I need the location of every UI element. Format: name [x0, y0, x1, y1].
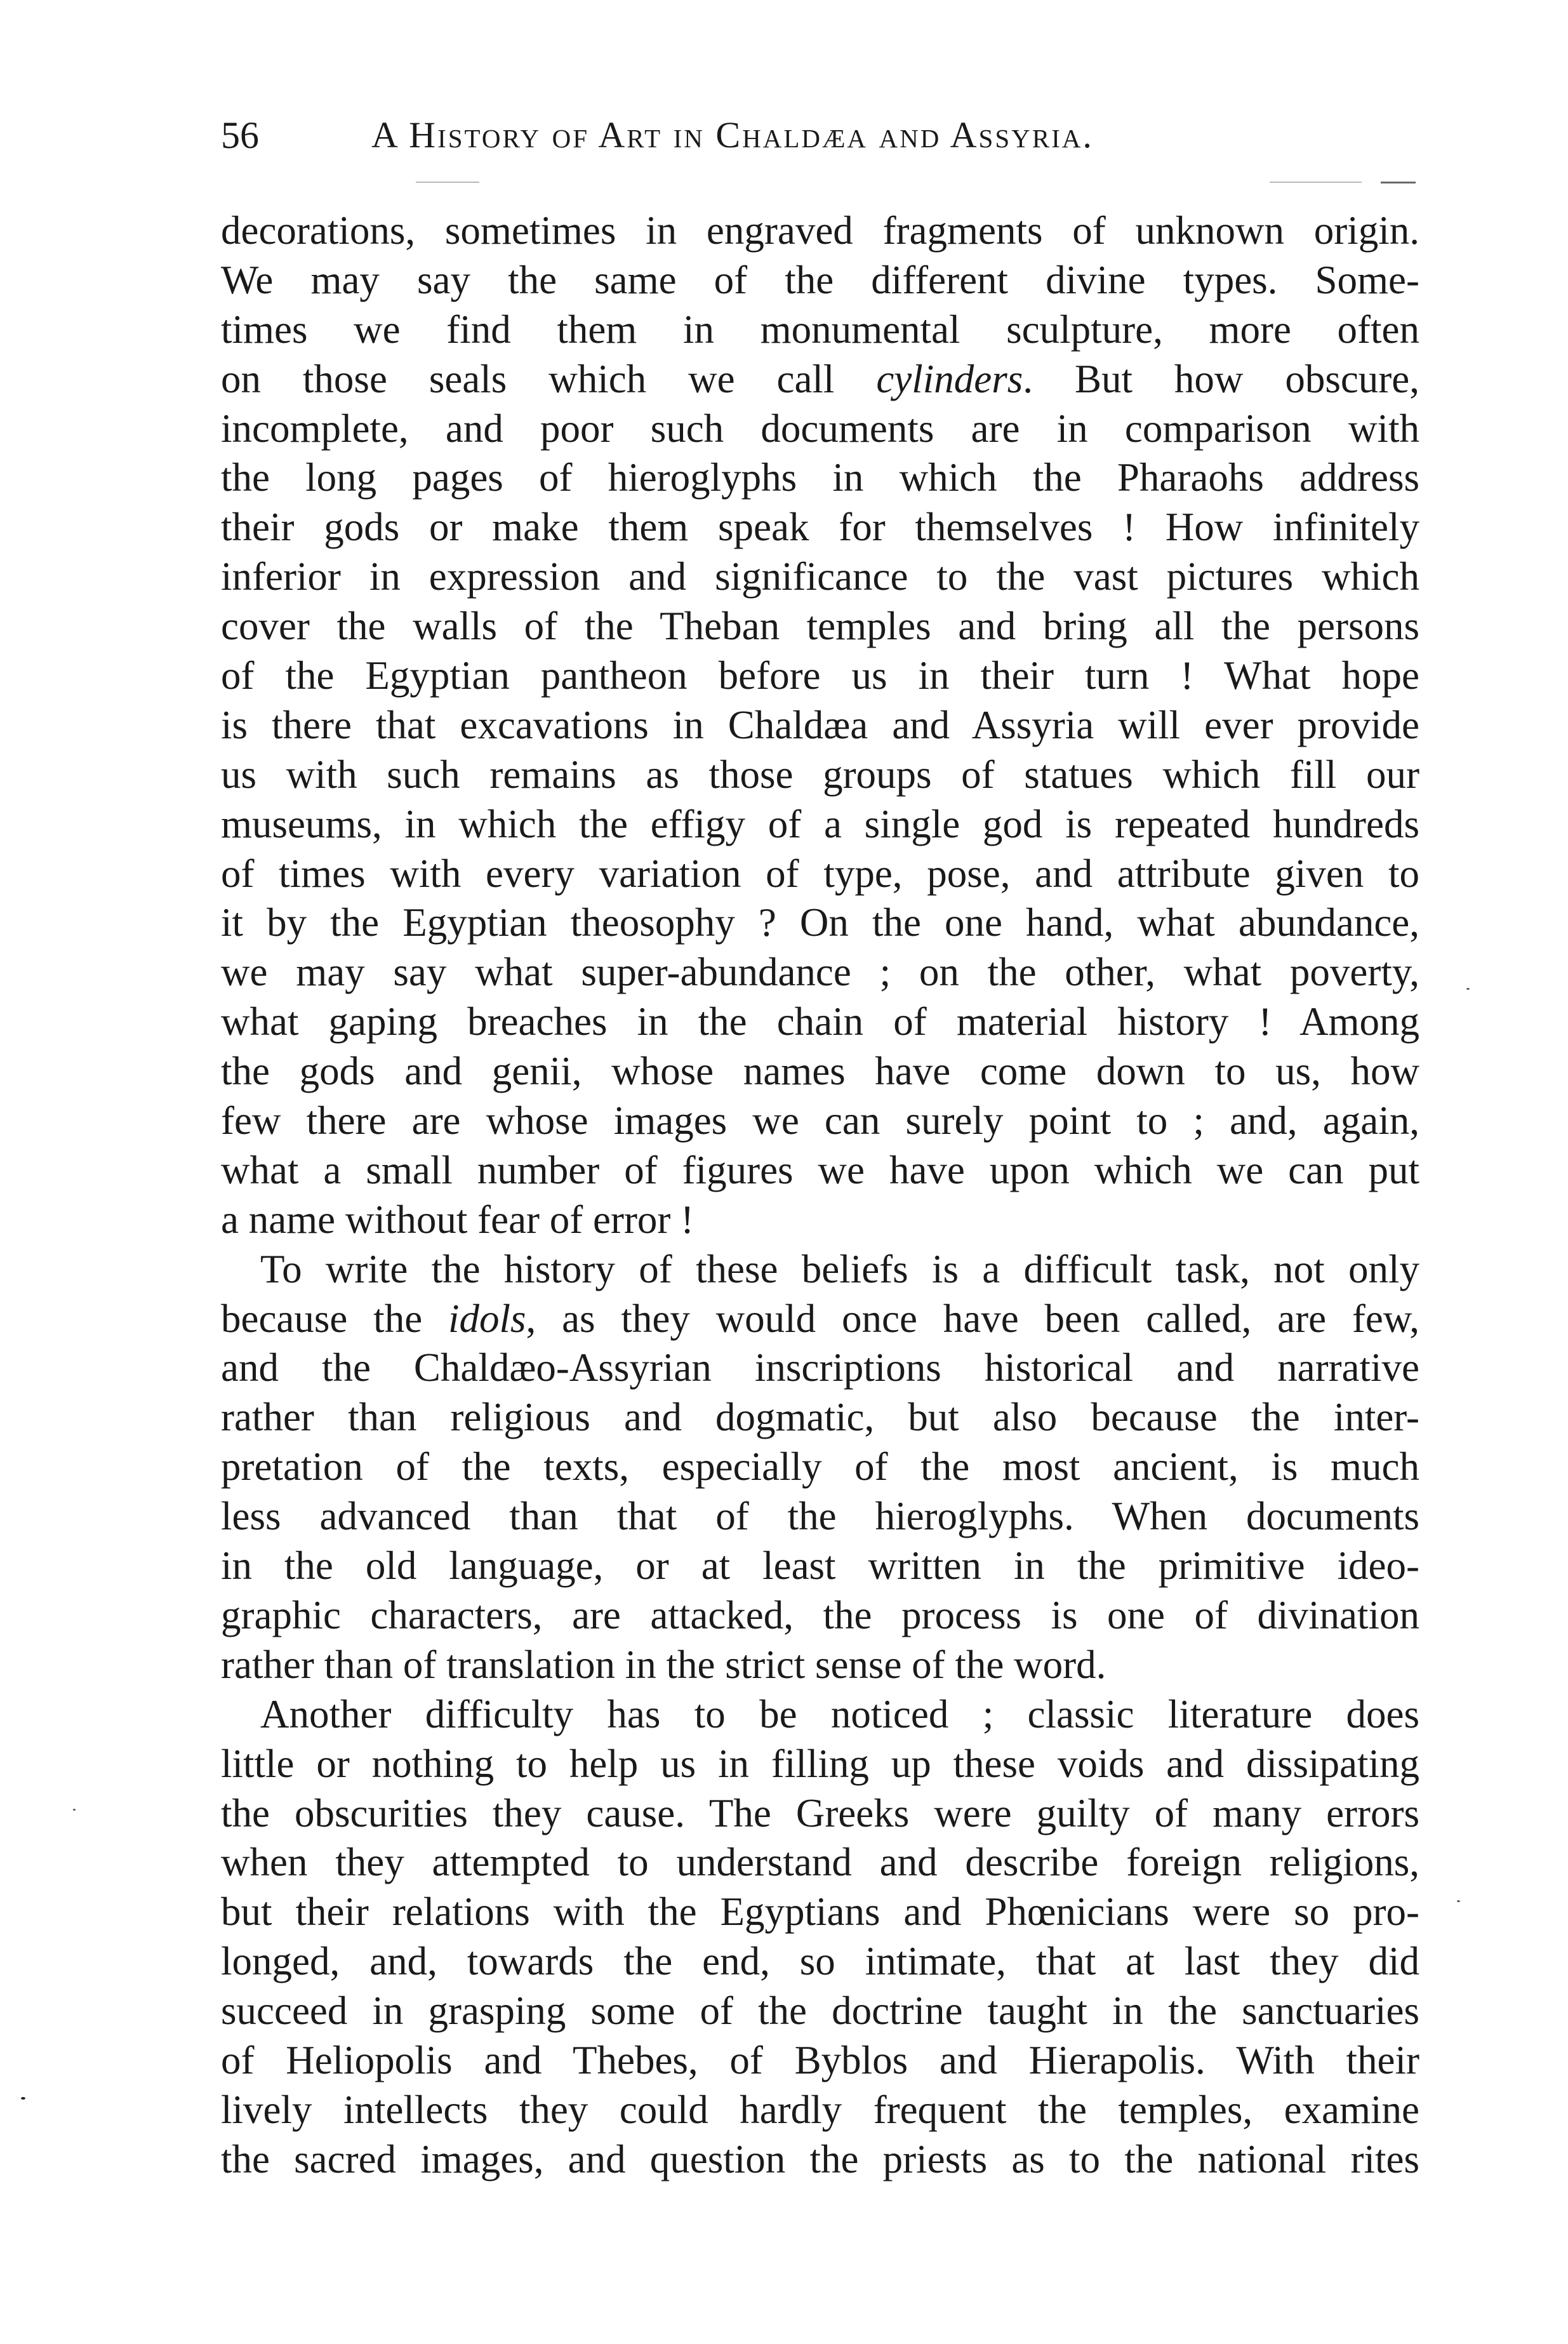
scan-speck	[1457, 1900, 1460, 1902]
text-line: cover the walls of the Theban temples and bring all the persons	[221, 604, 1419, 649]
text-line: rather than religious and dogmatic, but also because the inter-	[221, 1395, 1419, 1440]
text-line: it by the Egyptian theosophy ? On the one hand, what abundance,	[221, 900, 1419, 945]
text-line: in the old language, or at least written in the primitive ideo-	[221, 1543, 1419, 1588]
text-line	[221, 1295, 1419, 1344]
page-number: 56	[221, 114, 259, 156]
text-line: few there are whose images we can surely point to ; and, again,	[221, 1098, 1419, 1143]
text-run: because the	[221, 1296, 448, 1341]
text-line: their gods or make them speak for themselves ! How infinitely	[221, 505, 1419, 550]
text-line: succeed in grasping some of the doctrine taught in the sanctuaries	[221, 1988, 1419, 2034]
text-line: museums, in which the effigy of a single god is repeated hundreds	[221, 801, 1419, 846]
text-line: and the Chaldæo-Assyrian inscriptions historical and narrative	[221, 1345, 1419, 1390]
text-line: the obscurities they cause. The Greeks were guilty of many errors	[221, 1790, 1419, 1835]
text-line: what gaping breaches in the chain of material history ! Among	[221, 999, 1419, 1044]
paragraph-end-line: rather than of translation in the strict sense of the word.	[221, 1642, 1106, 1687]
running-title: A History of Art in Chaldæa and Assyria.	[371, 114, 1094, 156]
scan-speck	[73, 1809, 76, 1811]
text-line: the gods and genii, whose names have come down to us, how	[221, 1049, 1419, 1094]
text-line: is there that excavations in Chaldæa and Assyria will ever provide	[221, 702, 1419, 747]
text-line: of Heliopolis and Thebes, of Byblos and Hierapolis. With their	[221, 2037, 1419, 2082]
text-line: of times with every variation of type, pose, and attribute given to	[221, 851, 1419, 896]
text-line: longed, and, towards the end, so intimate, that at last they did	[221, 1939, 1419, 1984]
text-line: inferior in expression and significance to the vast pictures which	[221, 554, 1419, 599]
text-line: graphic characters, are attacked, the process is one of divination	[221, 1592, 1419, 1637]
text-line: little or nothing to help us in filling up these voids and dissipating	[221, 1741, 1419, 1786]
paragraph-start-line: To write the history of these beliefs is a difficult task, not only	[260, 1246, 1419, 1291]
text-line: us with such remains as those groups of statues which fill our	[221, 752, 1419, 797]
paragraph-start-line: Another difficulty has to be noticed ; classic literature does	[260, 1691, 1419, 1736]
paragraph-end-line: a name without fear of error !	[221, 1197, 694, 1242]
text-run: , as they would once have been called, are few,	[526, 1296, 1419, 1341]
text-line: but their relations with the Egyptians and Phœnicians were so pro-	[221, 1889, 1419, 1934]
text-line: lively intellects they could hardly frequent the temples, examine	[221, 2087, 1419, 2132]
text-line: the sacred images, and question the priests as to the national rites	[221, 2136, 1419, 2181]
text-line: pretation of the texts, especially of the most ancient, is much	[221, 1444, 1419, 1489]
italic-term: idols	[448, 1296, 526, 1341]
text-line: of the Egyptian pantheon before us in their turn ! What hope	[221, 653, 1419, 698]
header-rule-right	[1270, 182, 1362, 183]
text-line: We may say the same of the different divine types. Some-	[221, 257, 1419, 302]
text-line: what a small number of figures we have upon which we can put	[221, 1147, 1419, 1192]
text-line: times we find them in monumental sculpture, more often	[221, 307, 1419, 352]
header-rule-left	[416, 182, 479, 183]
text-run: on those seals which we call	[221, 356, 877, 401]
scan-speck	[1466, 988, 1470, 990]
text-line: when they attempted to understand and describe foreign religions,	[221, 1840, 1419, 1885]
text-line: the long pages of hieroglyphs in which the Pharaohs address	[221, 455, 1419, 500]
text-line: decorations, sometimes in engraved fragments of unknown origin.	[221, 208, 1419, 253]
running-head	[221, 113, 1421, 157]
header-rule-mark	[1381, 182, 1416, 183]
italic-term: cylinders	[876, 356, 1023, 401]
body-text	[221, 206, 1419, 2185]
text-line	[221, 355, 1419, 404]
text-line: less advanced than that of the hieroglyphs. When documents	[221, 1494, 1419, 1539]
scan-speck	[21, 2097, 25, 2100]
text-line: we may say what super-abundance ; on the other, what poverty,	[221, 950, 1419, 995]
text-line: incomplete, and poor such documents are in comparison with	[221, 406, 1419, 451]
text-run: . But how obscure,	[1023, 356, 1419, 401]
